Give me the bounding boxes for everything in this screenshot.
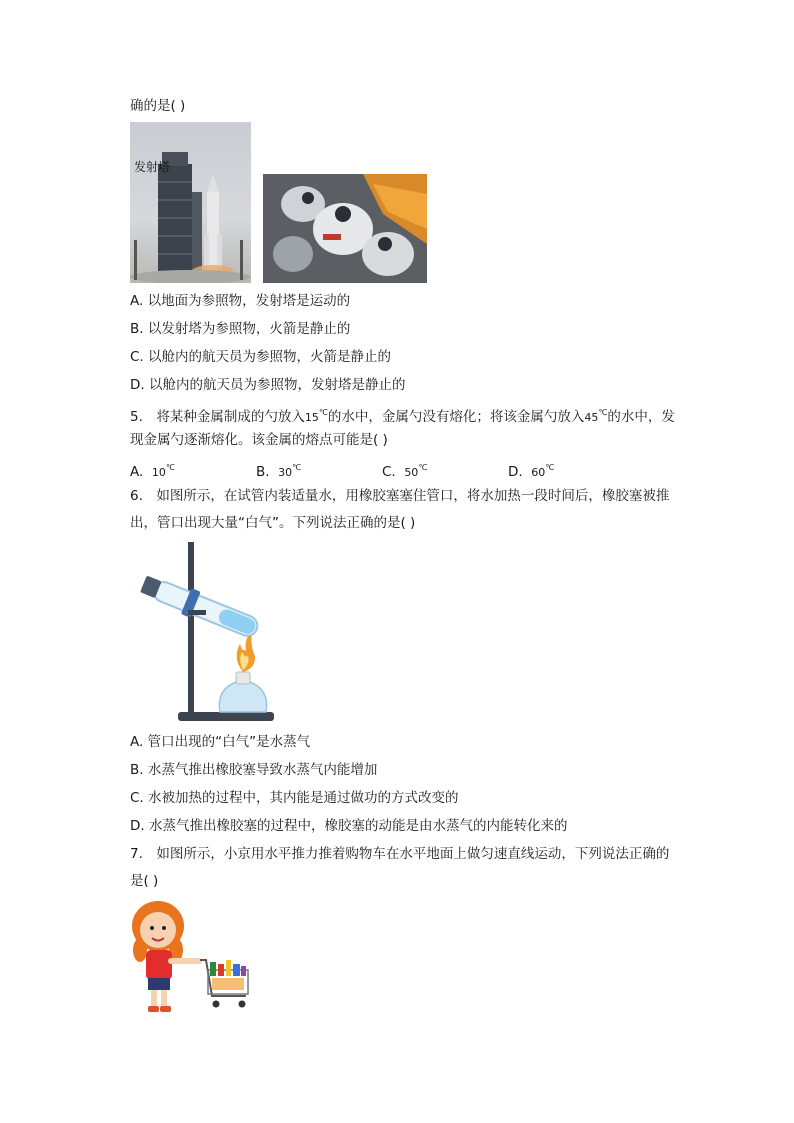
q5-option-c-unit: ℃ — [418, 463, 428, 472]
q6-option-a: A. 管口出现的“白气”是水蒸气 — [130, 734, 311, 750]
q5-option-d-letter: D. — [508, 464, 523, 480]
q4-option-a: A. 以地面为参照物，发射塔是运动的 — [130, 293, 351, 309]
q5-option-c-letter: C. — [382, 464, 396, 480]
q5-text-c: 的水中，发 — [607, 409, 675, 425]
q5-deg-2: ℃ — [598, 408, 608, 417]
q5-option-a — [130, 458, 175, 483]
q7-stem-line2: 是( ) — [130, 873, 159, 889]
q5-option-a-letter: A. — [130, 464, 144, 480]
q5-option-d-unit: ℃ — [545, 463, 555, 472]
astronauts-photo — [263, 174, 427, 283]
q5-text-a: 5. 将某种金属制成的勺放入 — [130, 409, 305, 425]
test-tube-apparatus-illustration — [128, 540, 278, 725]
q6-option-d: D. 水蒸气推出橡胶塞的过程中，橡胶塞的动能是由水蒸气的内能转化来的 — [130, 818, 568, 834]
q5-stem-line1 — [130, 403, 675, 428]
q5-option-d-value: 60 — [531, 466, 546, 479]
q4-option-d: D. 以舱内的航天员为参照物，发射塔是静止的 — [130, 377, 406, 393]
q5-option-c — [382, 458, 427, 483]
q7-stem-line1: 7. 如图所示，小京用水平推力推着购物车在水平地面上做匀速直线运动，下列说法正确的 — [130, 846, 670, 862]
q5-option-b — [256, 458, 301, 483]
launch-tower-photo — [130, 122, 251, 283]
q5-option-b-unit: ℃ — [292, 463, 302, 472]
q5-option-b-value: 30 — [278, 466, 293, 479]
q6-option-b: B. 水蒸气推出橡胶塞导致水蒸气内能增加 — [130, 762, 378, 778]
q6-stem-line1: 6. 如图所示，在试管内装适量水，用橡胶塞塞住管口，将水加热一段时间后，橡胶塞被推 — [130, 488, 670, 504]
launch-tower-label: 发射塔 — [134, 160, 171, 174]
q6-option-c: C. 水被加热的过程中，其内能是通过做功的方式改变的 — [130, 790, 459, 806]
q5-option-d — [508, 458, 554, 483]
q5-option-b-letter: B. — [256, 464, 270, 480]
q5-deg-1: ℃ — [318, 408, 328, 417]
q4-option-b: B. 以发射塔为参照物，火箭是静止的 — [130, 321, 351, 337]
q5-option-a-unit: ℃ — [165, 463, 175, 472]
q5-text-b: 的水中，金属勺没有熔化；将该金属勺放入 — [327, 409, 585, 425]
q5-temp-1: 15 — [304, 411, 319, 424]
q5-option-c-value: 50 — [404, 466, 419, 479]
q4-stem-tail: 确的是( ) — [130, 98, 186, 114]
q5-option-a-value: 10 — [151, 466, 166, 479]
girl-pushing-cart-illustration — [128, 898, 253, 1020]
q5-stem-line2: 现金属勺逐渐熔化。该金属的熔点可能是( ) — [130, 432, 388, 448]
q5-temp-2: 45 — [584, 411, 599, 424]
q4-option-c: C. 以舱内的航天员为参照物，火箭是静止的 — [130, 349, 392, 365]
q6-stem-line2: 出，管口出现大量“白气”。下列说法正确的是( ) — [130, 515, 416, 531]
